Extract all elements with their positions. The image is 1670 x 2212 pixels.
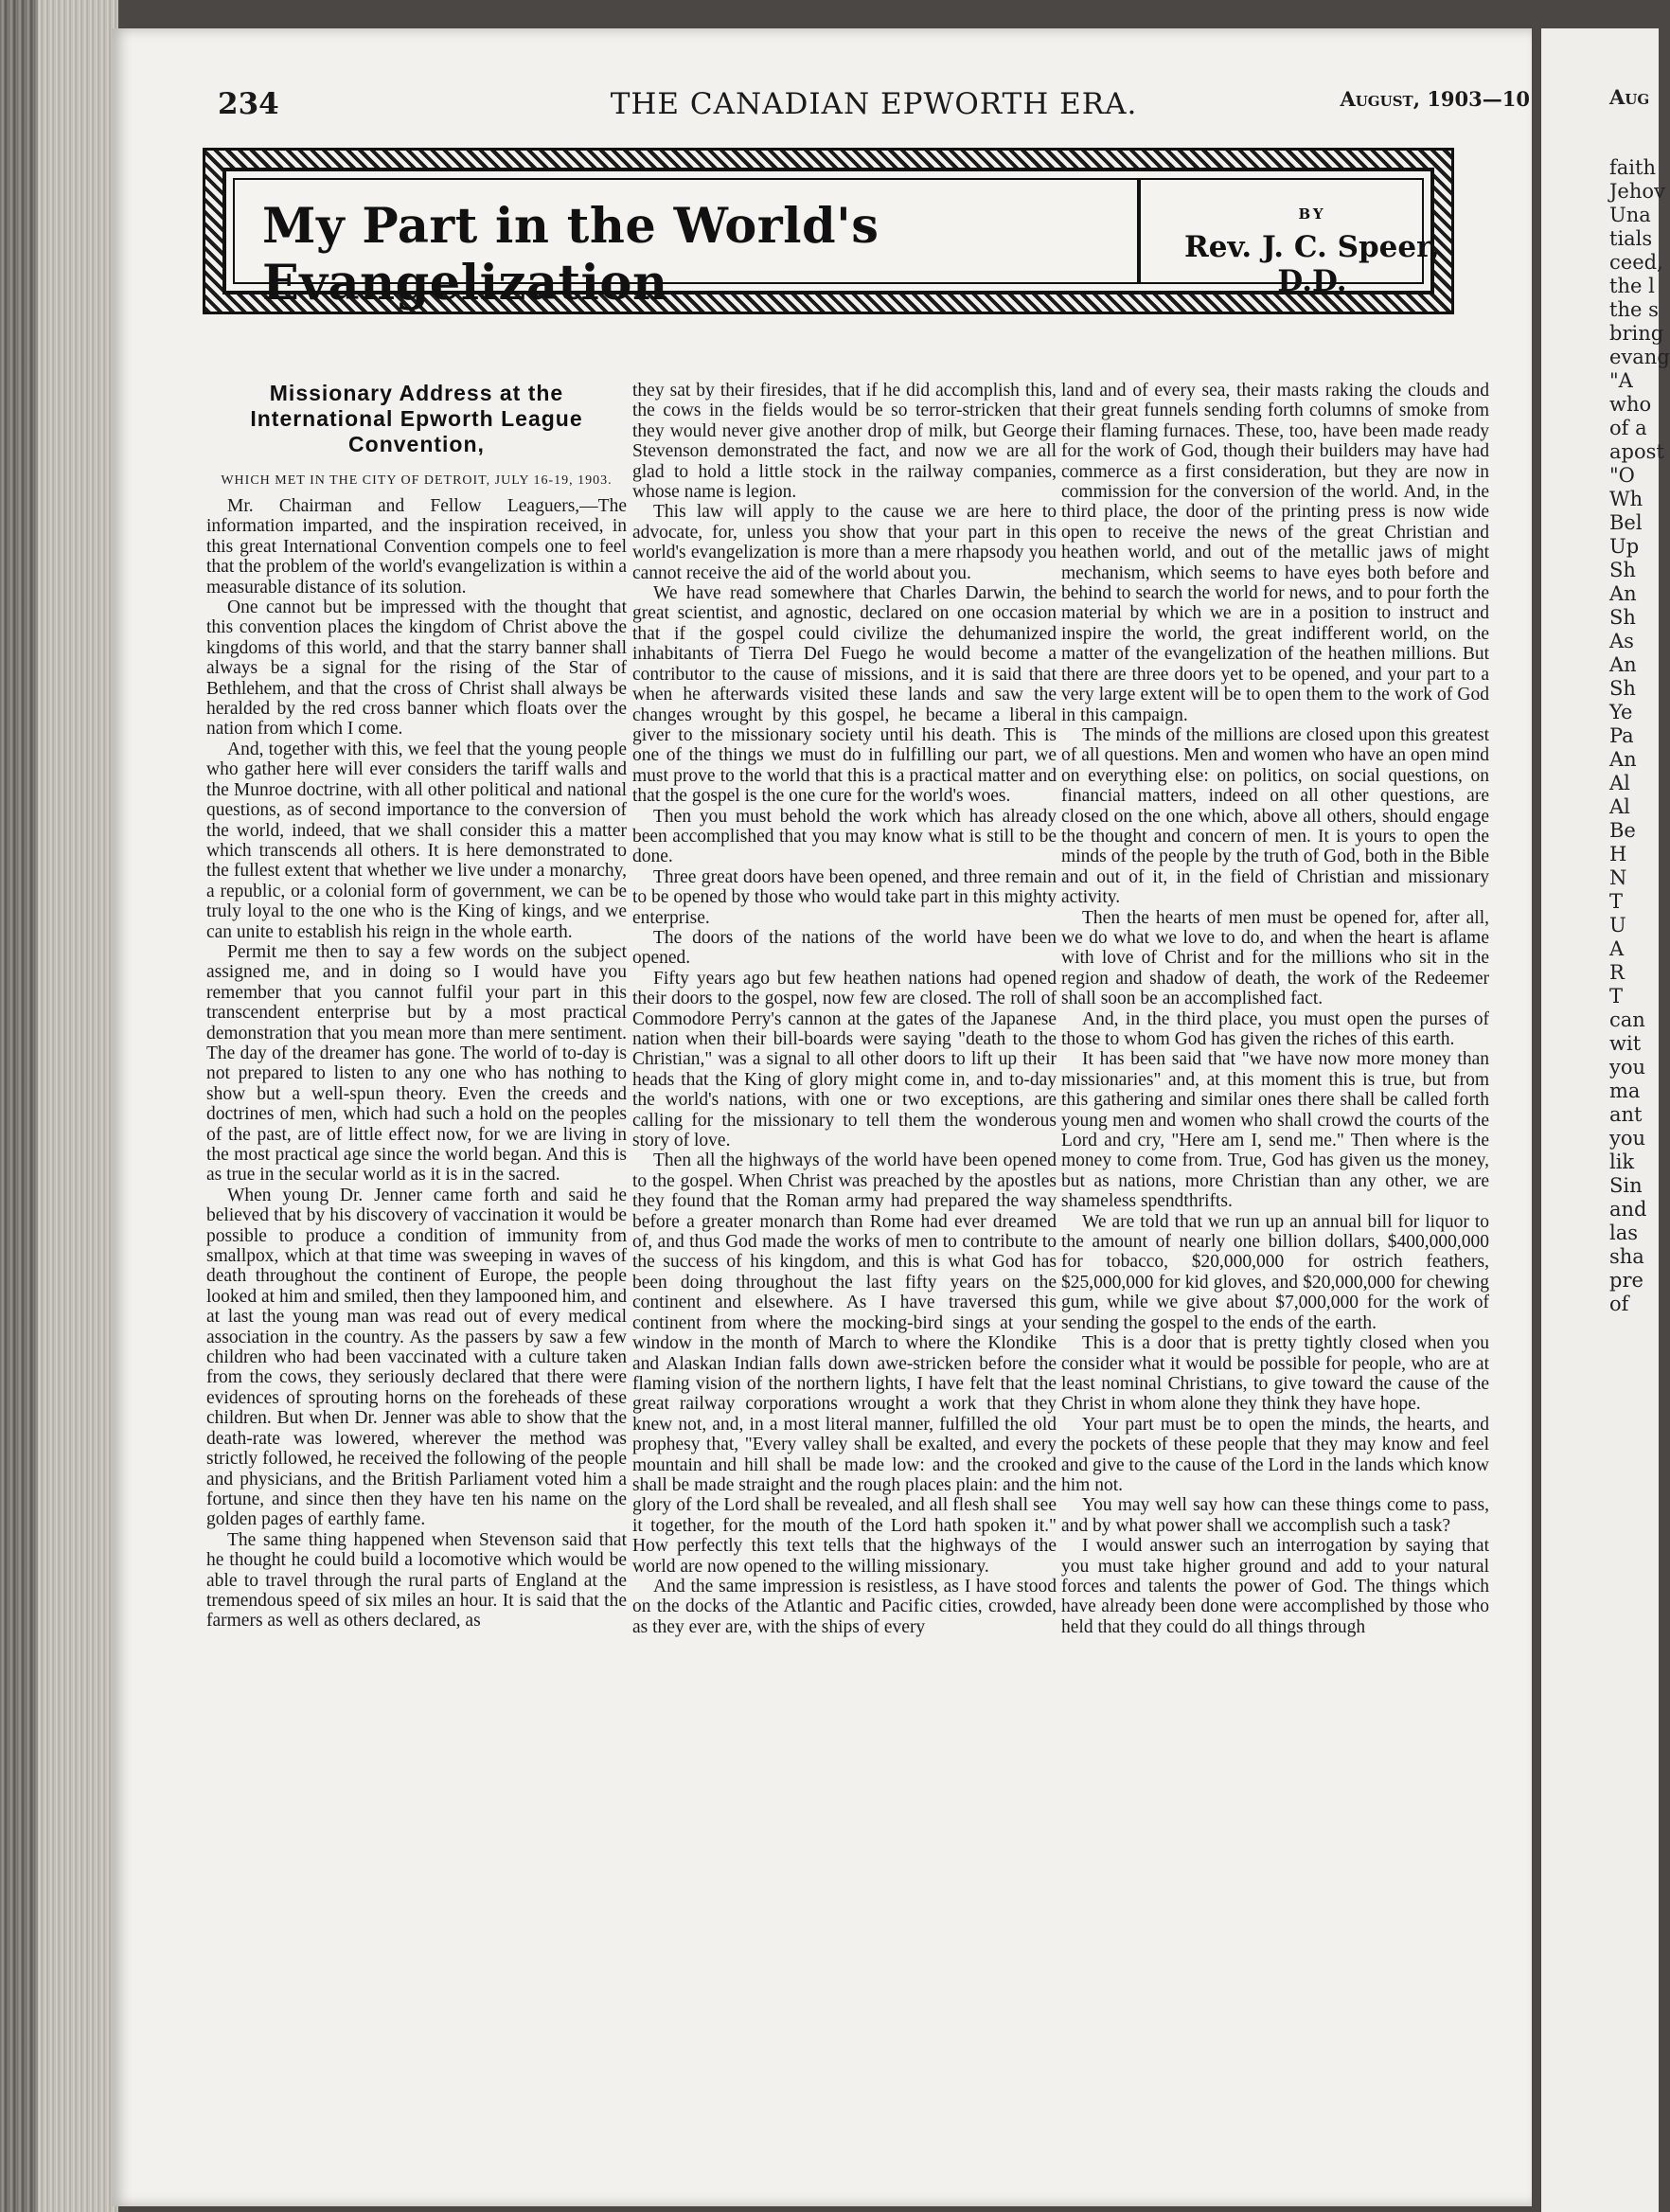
paragraph: Your part must be to open the minds, the hearts, and the pockets of these people that they may know and feel and give to the cause of the Lord in the lands which know him not. xyxy=(1061,1414,1489,1495)
facing-page-line: "O xyxy=(1609,464,1635,487)
facing-page-line: bring xyxy=(1609,322,1664,345)
paragraph: Mr. Chairman and Fellow Leaguers,—The information imparted, and the inspiration received, in this great International Convention compels one to feel that the problem of the world's evangelization is within a measurable distance of its solution. xyxy=(206,496,627,598)
paragraph: The minds of the millions are closed upon this greatest of all questions. Men and women who have an open mind on everything else: on politics, on social questions, on financial matters, indeed on all other questions, are closed on the one which, above all others, should engage the thought and concern of men. It is yours to open the minds of the people by the truth of God, both in the Bible and out of it, in the field of Christian and missionary activity. xyxy=(1061,724,1489,908)
facing-page-line: you xyxy=(1609,1056,1646,1079)
facing-page-line: sha xyxy=(1609,1245,1644,1268)
facing-page-line: Al xyxy=(1609,772,1630,794)
paragraph: Then you must behold the work which has already been accomplished that you may know what is still to be done. xyxy=(632,806,1057,867)
paragraph: And, in the third place, you must open the purses of those to whom God has given the riches of this earth. xyxy=(1061,1008,1489,1049)
facing-page-line: "A xyxy=(1609,369,1633,392)
facing-page-line: Sh xyxy=(1609,677,1636,700)
facing-page-line: Sin xyxy=(1609,1174,1643,1197)
paragraph: This law will apply to the cause we are here to advocate, for, unless you show that your part in this world's evangelization is more than a mere rhapsody you cannot receive the aid of the world about you. xyxy=(632,502,1057,583)
facing-page-line: H xyxy=(1609,843,1627,865)
facing-page-line: T xyxy=(1609,890,1624,913)
article-subheading: WHICH MET IN THE CITY OF DETROIT, JULY 16-19, 1903. xyxy=(221,473,613,488)
facing-page-text xyxy=(1609,85,1670,1316)
banner-divider xyxy=(1137,180,1141,282)
facing-page-line: you xyxy=(1609,1127,1646,1150)
paragraph: One cannot but be impressed with the thought that this convention places the kingdom of Christ above the kingdoms of this world, and that the starry banner shall always be a signal for the rising of the Star of Bethlehem, and that the cross of Christ shall always be heralded by the red cross banner which floats over the nation from which I come. xyxy=(206,598,627,740)
facing-page-line: evang xyxy=(1609,346,1670,368)
facing-page-line: who xyxy=(1609,393,1652,416)
facing-page-line: pre xyxy=(1609,1269,1643,1292)
paragraph: they sat by their firesides, that if he did accomplish this, the cows in the fields would be so terror-stricken that they would never give another drop of milk, but George Stevenson demonstrated the fact, and now we are all glad to hold a little stock in the railway companies, whose name is legion. xyxy=(632,381,1057,503)
facing-page-line: Al xyxy=(1609,795,1630,818)
facing-page-line: An xyxy=(1609,748,1637,771)
paragraph: You may well say how can these things come to pass, and by what power shall we accomplish such a task? xyxy=(1061,1495,1489,1536)
facing-page-header: Aug xyxy=(1609,85,1650,109)
paragraph: It has been said that "we have now more money than missionaries" and, at this moment this is true, but from this gathering and similar ones there shall be called forth young men and women who shall crowd the courts of the Lord and cry, "Here am I, send me." Then where is the money to come from. True, God has given us the money, but as nations, more Christian than any other, we are shameless spendthrifts. xyxy=(1061,1049,1489,1212)
page-number: 234 xyxy=(218,87,279,121)
book-binding xyxy=(0,0,118,2212)
paragraph: Permit me then to say a few words on the subject assigned me, and in doing so I would have you remember that you cannot fulfil your part in this transcendent enterprise but by a most practical demonstration that you mean more than mere sentiment. The day of the dreamer has gone. The world of to-day is not prepared to listen to any one who has nothing to show but a well-spun theory. Even the creeds and doctrines of men, which had such a hold on the peoples of the past, are of little effect now, for we are living in the most practical age since the world began. And this is as true in the secular world as it is in the sacred. xyxy=(206,941,627,1186)
facing-page-line: A xyxy=(1609,937,1625,960)
facing-page-line: U xyxy=(1609,914,1626,937)
facing-page-line: tials xyxy=(1609,227,1653,250)
facing-page-line: R xyxy=(1609,961,1625,984)
facing-page-line: An xyxy=(1609,582,1637,605)
facing-page-line: As xyxy=(1609,630,1634,652)
page xyxy=(112,28,1532,2206)
facing-page-line: Pa xyxy=(1609,724,1634,747)
facing-page-line: Sh xyxy=(1609,559,1636,581)
paragraph: I would answer such an interrogation by saying that you must take higher ground and add to your natural forces and talents the power of God. The things which have already been done were accomplished by those who held that they could do all things through xyxy=(1061,1536,1489,1637)
banner-frame xyxy=(222,168,1440,312)
facing-page-line: Wh xyxy=(1609,488,1643,510)
paragraph: Then all the highways of the world have been opened to the gospel. When Christ was preached by the apostles they found that the Roman army had prepared the way before a greater monarch than Rome had ever dreamed of, and thus God made the works of men to contribute to the success of his kingdom, and this is what God has been doing throughout the last fifty years on the continent and elsewhere. As I have traversed this continent from where the mocking-bird sings at your window in the month of March to where the Klondike and Alaskan Indian falls down awe-stricken before the flaming vision of the northern lights, I have felt that the great railway corporations wrought a work that they knew not, and, in a most literal manner, fulfilled the old prophesy that, "Every valley shall be exalted, and every mountain and hill shall be made low: and the crooked shall be made straight and the rough places plain: and the glory of the Lord shall be revealed, and all flesh shall see it together, for the mouth of the Lord hath spoken it." How perfectly this text tells that the highways of the world are now opened to the willing missionary. xyxy=(632,1151,1057,1577)
facing-page-line: wit xyxy=(1609,1032,1642,1055)
paragraph: And, together with this, we feel that the young people who gather here will ever considers the tariff walls and the Munroe doctrine, with all other political and national questions, as of second importance to the conversion of the world, indeed, that we shall consider this a matter which transcends all others. It is here demonstrated to the fullest extent that whether we live under a monarchy, a republic, or a colonial form of government, we can be truly loyal to the one who is the King of kings, and we can unite to establish his reign in the whole earth. xyxy=(206,739,627,942)
paragraph: And the same impression is resistless, as I have stood on the docks of the Atlantic and Pacific cities, crowded, as they ever are, with the ships of every xyxy=(632,1576,1057,1637)
facing-page-line: ma xyxy=(1609,1079,1641,1102)
paragraph: The doors of the nations of the world have been opened. xyxy=(632,927,1057,969)
facing-page-edge xyxy=(1541,28,1670,2212)
facing-page-line: Bel xyxy=(1609,511,1643,534)
paragraph: When young Dr. Jenner came forth and said he believed that by his discovery of vaccination it would be possible to produce a condition of immunity from smallpox, which at that time was sweeping in waves of death throughout the continent of Europe, the people looked at him and smiled, then they lampooned him, and at last the young man was read out of every medical association in the country. As the passers by saw a few children who had been vaccinated with a culture taken from the cows, they seriously declared that there were evidences of sprouting horns on the foreheads of these children. But when Dr. Jenner was able to show that the death-rate was lowered, wherever the method was strictly followed, he received the following of the people and physicians, and the British Parliament voted him a fortune, and since then they have ten his name on the golden pages of earthly fame. xyxy=(206,1185,627,1530)
paragraph: This is a door that is pretty tightly closed when you consider what it would be possible for people, who are at least nominal Christians, to give toward the cause of the Christ in whom alone they think they have hope. xyxy=(1061,1333,1489,1415)
facing-page-line: las xyxy=(1609,1222,1639,1244)
paragraph: Fifty years ago but few heathen nations had opened their doors to the gospel, now few are closed. The roll of Commodore Perry's cannon at the gates of the Japanese nation when their bill-boards were saying "death to the Christian," was a signal to all other doors to lift up their heads that the King of glory might come in, and to-day the world's nations, with one or two exceptions, are calling for the missionary to tell them the wonderous story of love. xyxy=(632,968,1057,1151)
facing-page-line: Up xyxy=(1609,535,1640,558)
facing-page-line: of a xyxy=(1609,417,1647,439)
column-2 xyxy=(632,381,1057,1637)
facing-page-line: ceed, xyxy=(1609,251,1663,274)
facing-page-line: can xyxy=(1609,1008,1645,1031)
facing-page-line: the s xyxy=(1609,298,1659,321)
byline-label: BY xyxy=(1298,205,1326,223)
facing-page-line: faith xyxy=(1609,156,1656,179)
facing-page-line: Be xyxy=(1609,819,1636,842)
facing-page-line: N xyxy=(1609,866,1627,889)
paragraph: We have read somewhere that Charles Darwin, the great scientist, and agnostic, declared on one occasion that if the gospel could civilize the dehumanized inhabitants of Tierra Del Fuego he would become a contributor to the cause of missions, and it is said that when he afterwards visited these lands and saw the changes wrought by this gospel, he became a liberal giver to the missionary society until his death. This is one of the things we must do in fulfilling our part, we must prove to the world that this is a practical matter and that the gospel is the one cure for the world's woes. xyxy=(632,583,1057,807)
publication-title: THE CANADIAN EPWORTH ERA. xyxy=(610,87,1138,121)
article-heading: Missionary Address at the International Epworth League Convention, xyxy=(250,381,583,456)
paragraph: Then the hearts of men must be opened for, after all, we do what we love to do, and when the heart is aflame with love of Christ and for the millions who sit in the region and shadow of death, the work of the Redeemer shall soon be an accomplished fact. xyxy=(1061,907,1489,1009)
facing-page-line: lik xyxy=(1609,1151,1635,1173)
facing-page-line: apost xyxy=(1609,440,1664,463)
facing-page-line: of xyxy=(1609,1293,1629,1315)
title-banner xyxy=(203,148,1454,314)
paragraph: Three great doors have been opened, and three remain to be opened by those who would take part in this mighty enterprise. xyxy=(632,866,1057,928)
column-1 xyxy=(206,381,627,1632)
facing-page-line: Una xyxy=(1609,204,1651,226)
facing-page-line: and xyxy=(1609,1198,1647,1221)
paragraph: The same thing happened when Stevenson said that he thought he could build a locomotive which would be able to travel through the rural parts of England at the tremendous speed of six miles an hour. It is said that the farmers as well as others declared, as xyxy=(206,1529,627,1632)
paragraph: We are told that we run up an annual bill for liquor to the amount of nearly one billion dollars, $400,000,000 for tobacco, $20,000,000 for ostrich feathers, $25,000,000 for kid gloves, and $20,000,000 for chewing gum, while we give about $7,000,000 for the work of sending the gospel to the ends of the earth. xyxy=(1061,1211,1489,1333)
issue-date: August, 1903—10 xyxy=(1340,87,1530,111)
running-header xyxy=(218,87,1530,140)
facing-page-line: the l xyxy=(1609,275,1655,297)
facing-page-line: ant xyxy=(1609,1103,1643,1126)
author-name: Rev. J. C. Speer, D.D. xyxy=(1184,230,1440,298)
facing-page-line: T xyxy=(1609,985,1624,1008)
facing-page-line: Ye xyxy=(1609,701,1633,723)
column-3 xyxy=(1061,381,1489,1637)
facing-page-line: Jehov xyxy=(1609,180,1665,203)
facing-page-line: An xyxy=(1609,653,1637,676)
article-title: My Part in the World's Evangelization xyxy=(262,198,879,312)
paragraph: land and of every sea, their masts raking the clouds and their great funnels sending forth columns of smoke from their flaming furnaces. These, too, have been made ready for the work of God, though their builders may have had commerce as a first consideration, but they are now in commission for the conversion of the world. And, in the third place, the door of the printing press is now wide open to receive the news of the great Christian and heathen world, and out of the metallic jaws of might mechanism, which seems to have eyes both before and behind to search the world for news, and to pour forth the material by which we are in a position to instruct and inspire the world, the great indifferent world, on the matter of the evangelization of the heathen millions. But there are three doors yet to be opened, and your part to a very large extent will be to open them to the work of God in this campaign. xyxy=(1061,381,1489,725)
facing-page-line: Sh xyxy=(1609,606,1636,629)
